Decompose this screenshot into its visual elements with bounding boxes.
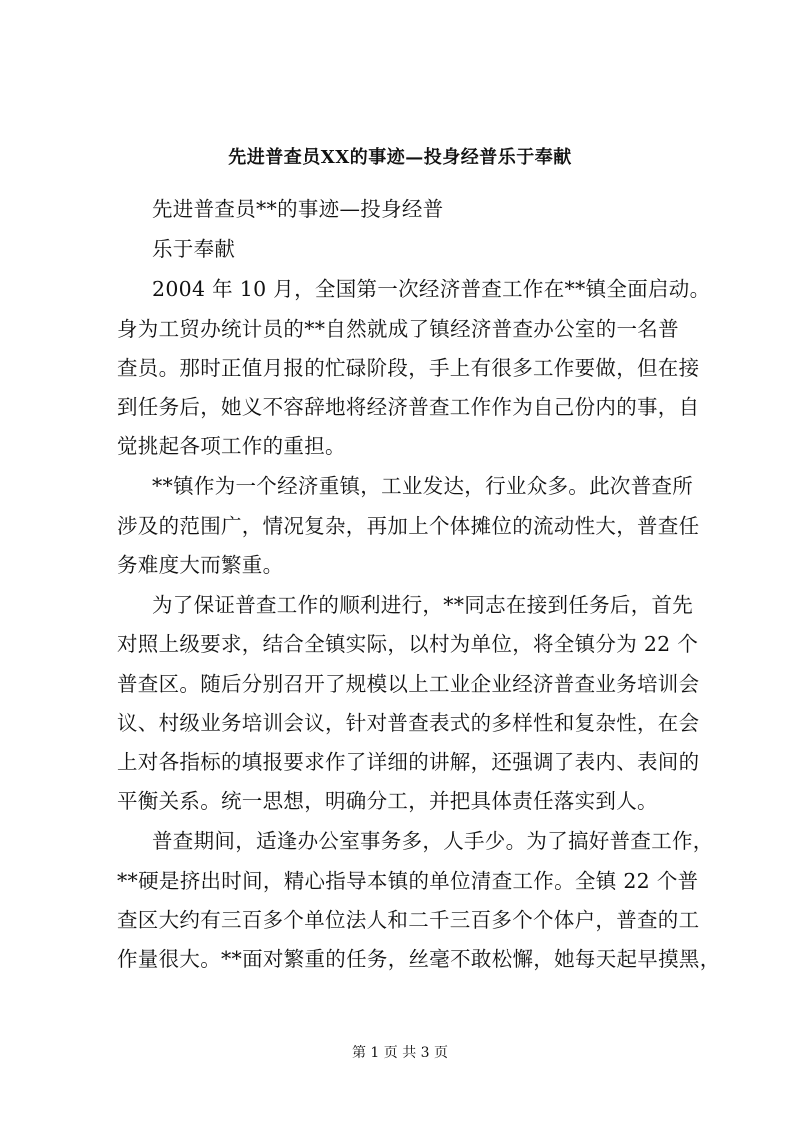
paragraph-2-line-1: **镇作为一个经济重镇，工业发达，行业众多。此次普查所 bbox=[152, 474, 694, 498]
paragraph-3-line-1: 为了保证普查工作的顺利进行，**同志在接到任务后，首先 bbox=[152, 593, 694, 617]
paragraph-2-line-2: 涉及的范围广，情况复杂，再加上个体摊位的流动性大，普查任 bbox=[117, 514, 700, 538]
paragraph-1-line-2: 身为工贸办统计员的**自然就成了镇经济普查办公室的一名普 bbox=[117, 317, 679, 341]
paragraph-4-line-2: **硬是挤出时间，精心指导本镇的单位清查工作。全镇 22 个普 bbox=[117, 869, 699, 893]
paragraph-3-line-3: 普查区。随后分别召开了规模以上工业企业经济普查业务培训会 bbox=[117, 672, 700, 696]
document-title: 先进普查员XX的事迹—投身经普乐于奉献 bbox=[228, 147, 572, 168]
paragraph-4-line-1: 普查期间，适逢办公室事务多，人手少。为了搞好普查工作， bbox=[152, 829, 714, 853]
paragraph-3-line-5: 上对各指标的填报要求作了详细的讲解，还强调了表内、表间的 bbox=[117, 750, 700, 774]
paragraph-1-line-1: 2004 年 10 月，全国第一次经济普查工作在**镇全面启动。 bbox=[152, 277, 711, 301]
paragraph-1-line-4: 到任务后，她义不容辞地将经济普查工作作为自己份内的事，自 bbox=[117, 395, 700, 419]
subtitle-line-1: 先进普查员**的事迹—投身经普 bbox=[152, 197, 444, 221]
paragraph-2-line-3: 务难度大而繁重。 bbox=[117, 553, 284, 577]
paragraph-4-line-3: 查区大约有三百多个单位法人和二千三百多个个体户，普查的工 bbox=[117, 908, 700, 932]
paragraph-3-line-4: 议、村级业务培训会议，针对普查表式的多样性和复杂性，在会 bbox=[117, 711, 700, 735]
paragraph-3-line-2: 对照上级要求，结合全镇实际，以村为单位，将全镇分为 22 个 bbox=[117, 632, 699, 656]
paragraph-1-line-5: 觉挑起各项工作的重担。 bbox=[117, 434, 346, 458]
paragraph-1-line-3: 查员。那时正值月报的忙碌阶段，手上有很多工作要做，但在接 bbox=[117, 356, 700, 380]
subtitle-line-2: 乐于奉献 bbox=[152, 237, 236, 261]
paragraph-3-line-6: 平衡关系。统一思想，明确分工，并把具体责任落实到人。 bbox=[117, 789, 658, 813]
page-footer: 第 1 页 共 3 页 bbox=[351, 1045, 449, 1061]
paragraph-4-line-4: 作量很大。**面对繁重的任务，丝毫不敢松懈，她每天起早摸黑， bbox=[117, 947, 721, 971]
